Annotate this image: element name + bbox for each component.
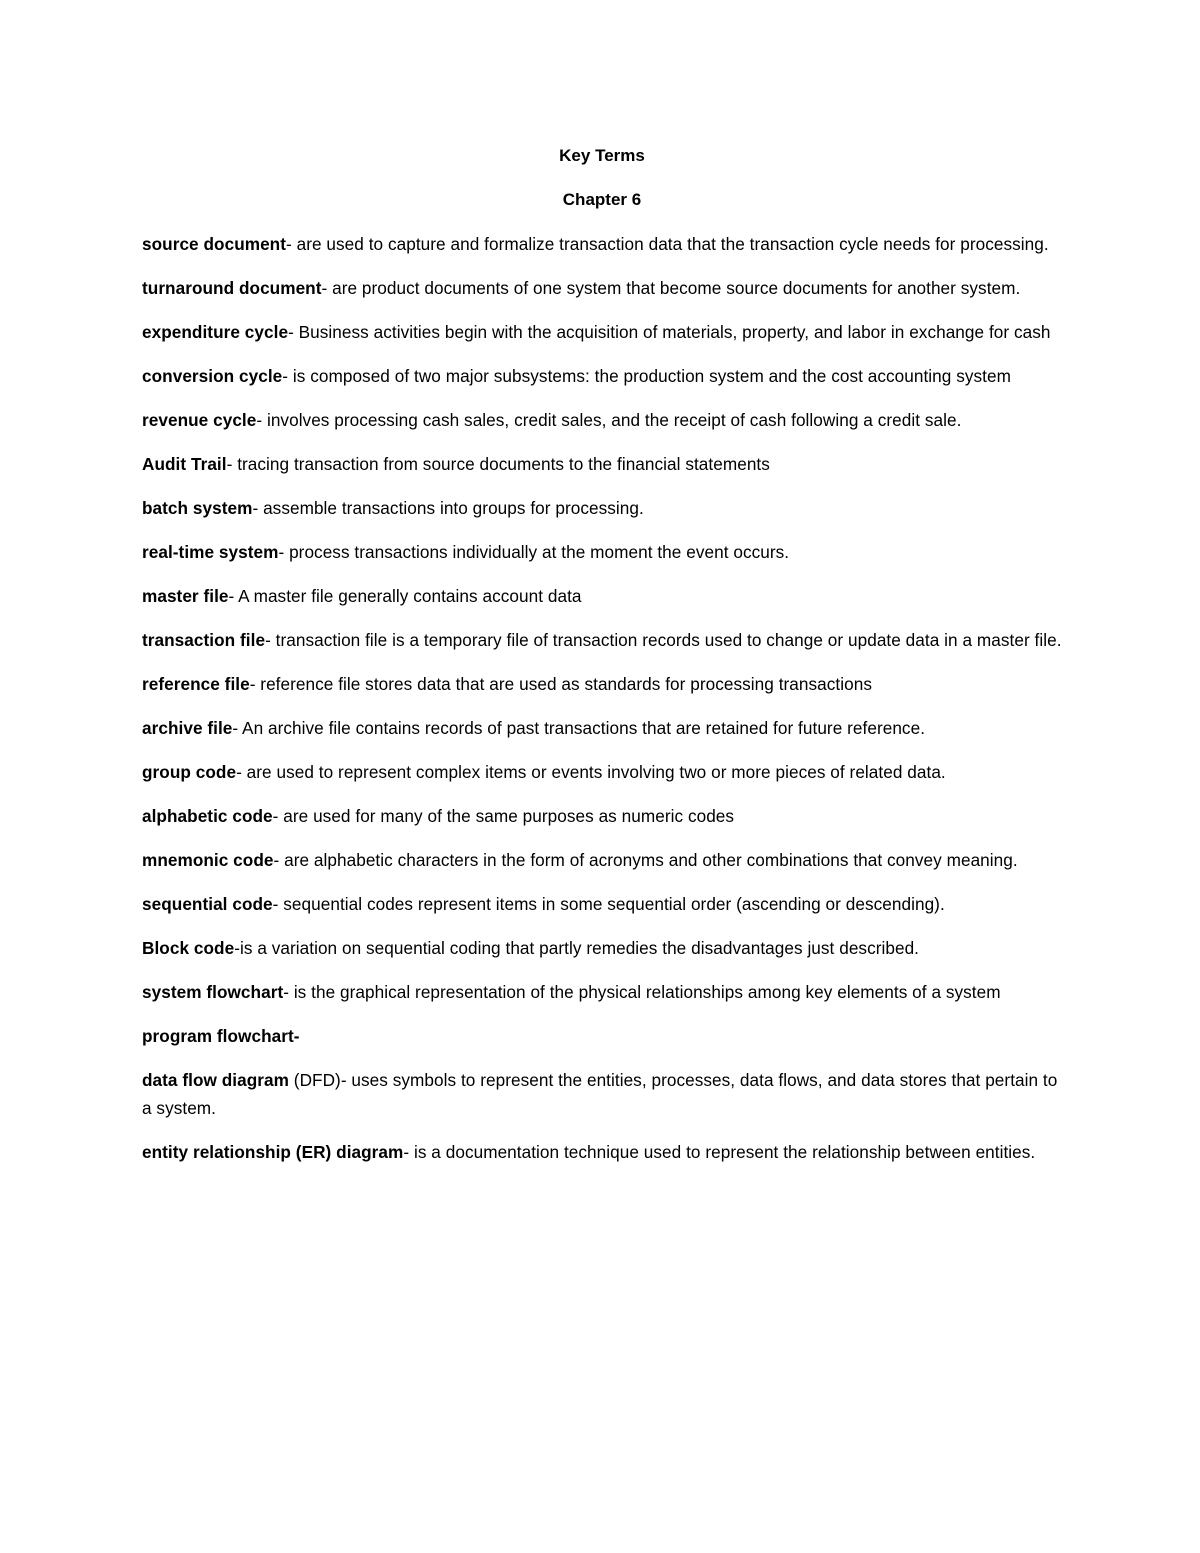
key-term-entry <box>142 362 1062 390</box>
key-term-label: expenditure cycle <box>142 322 289 342</box>
key-term-label: turnaround document <box>142 278 322 298</box>
key-term-label: master file <box>142 586 229 606</box>
key-term-label: revenue cycle <box>142 410 257 430</box>
key-term-entry <box>142 538 1062 566</box>
key-term-entry <box>142 1066 1062 1122</box>
key-term-definition: - tracing transaction from source documents to the financial statements <box>226 454 770 474</box>
key-term-entry <box>142 582 1062 610</box>
key-term-entry <box>142 450 1062 478</box>
key-term-label: data flow diagram <box>142 1070 289 1090</box>
key-term-label: Audit Trail <box>142 454 227 474</box>
key-term-definition: - is a documentation technique used to represent the relationship between entities. <box>403 1142 1036 1162</box>
key-term-entry <box>142 230 1062 258</box>
key-term-label: source document <box>142 234 287 254</box>
key-term-label: conversion cycle <box>142 366 283 386</box>
key-term-definition: - involves processing cash sales, credit sales, and the receipt of cash following a credit sale. <box>256 410 962 430</box>
key-term-label: real-time system <box>142 542 279 562</box>
key-term-definition: - transaction file is a temporary file of transaction records used to change or update data in a master file. <box>265 630 1062 650</box>
key-term-definition: - sequential codes represent items in some sequential order (ascending or descending). <box>272 894 945 914</box>
key-term-label: program flowchart- <box>142 1026 300 1046</box>
document-subtitle: Chapter 6 <box>562 190 642 209</box>
key-term-definition: - An archive file contains records of past transactions that are retained for future reference. <box>232 718 926 738</box>
key-term-definition: - reference file stores data that are used as standards for processing transactions <box>249 674 872 694</box>
key-term-entry <box>142 802 1062 830</box>
key-term-entry <box>142 626 1062 654</box>
key-terms-list <box>142 230 1062 1166</box>
key-term-label: reference file <box>142 674 250 694</box>
key-term-entry <box>142 846 1062 874</box>
key-term-definition: - are used to capture and formalize transaction data that the transaction cycle needs for processing. <box>286 234 1049 254</box>
key-term-entry <box>142 1138 1062 1166</box>
key-term-label: entity relationship (ER) diagram <box>142 1142 404 1162</box>
key-term-entry <box>142 934 1062 962</box>
key-term-definition: - is the graphical representation of the physical relationships among key elements of a system <box>283 982 1001 1002</box>
key-term-definition: - Business activities begin with the acquisition of materials, property, and labor in exchange for cash <box>288 322 1051 342</box>
document-content <box>142 142 1062 1182</box>
key-term-entry <box>142 1022 1062 1050</box>
key-term-definition: - are used for many of the same purposes as numeric codes <box>272 806 735 826</box>
key-term-definition: (DFD)- uses symbols to represent the entities, processes, data flows, and data stores that pertain to a system. <box>142 1070 1058 1118</box>
key-term-label: group code <box>142 762 237 782</box>
key-term-definition: - are product documents of one system that become source documents for another system. <box>321 278 1021 298</box>
key-term-definition: -is a variation on sequential coding that partly remedies the disadvantages just described. <box>234 938 920 958</box>
key-term-definition: - is composed of two major subsystems: the production system and the cost accounting system <box>282 366 1011 386</box>
key-term-definition: - are used to represent complex items or events involving two or more pieces of related data. <box>236 762 946 782</box>
key-term-entry <box>142 406 1062 434</box>
key-term-label: mnemonic code <box>142 850 274 870</box>
key-term-entry <box>142 758 1062 786</box>
key-term-entry <box>142 978 1062 1006</box>
key-term-entry <box>142 274 1062 302</box>
key-term-label: transaction file <box>142 630 266 650</box>
key-term-definition: - A master file generally contains account data <box>228 586 582 606</box>
key-term-label: system flowchart <box>142 982 284 1002</box>
key-term-label: archive file <box>142 718 233 738</box>
key-term-entry <box>142 714 1062 742</box>
key-term-label: Block code <box>142 938 235 958</box>
key-term-entry <box>142 890 1062 918</box>
document-title: Key Terms <box>559 146 645 165</box>
key-term-label: batch system <box>142 498 253 518</box>
key-term-label: alphabetic code <box>142 806 273 826</box>
key-term-label: sequential code <box>142 894 273 914</box>
key-term-entry <box>142 670 1062 698</box>
key-term-entry <box>142 494 1062 522</box>
key-term-definition: - are alphabetic characters in the form of acronyms and other combinations that convey meaning. <box>273 850 1018 870</box>
key-term-definition: - assemble transactions into groups for processing. <box>252 498 644 518</box>
key-term-entry <box>142 318 1062 346</box>
key-term-definition: - process transactions individually at the moment the event occurs. <box>278 542 790 562</box>
